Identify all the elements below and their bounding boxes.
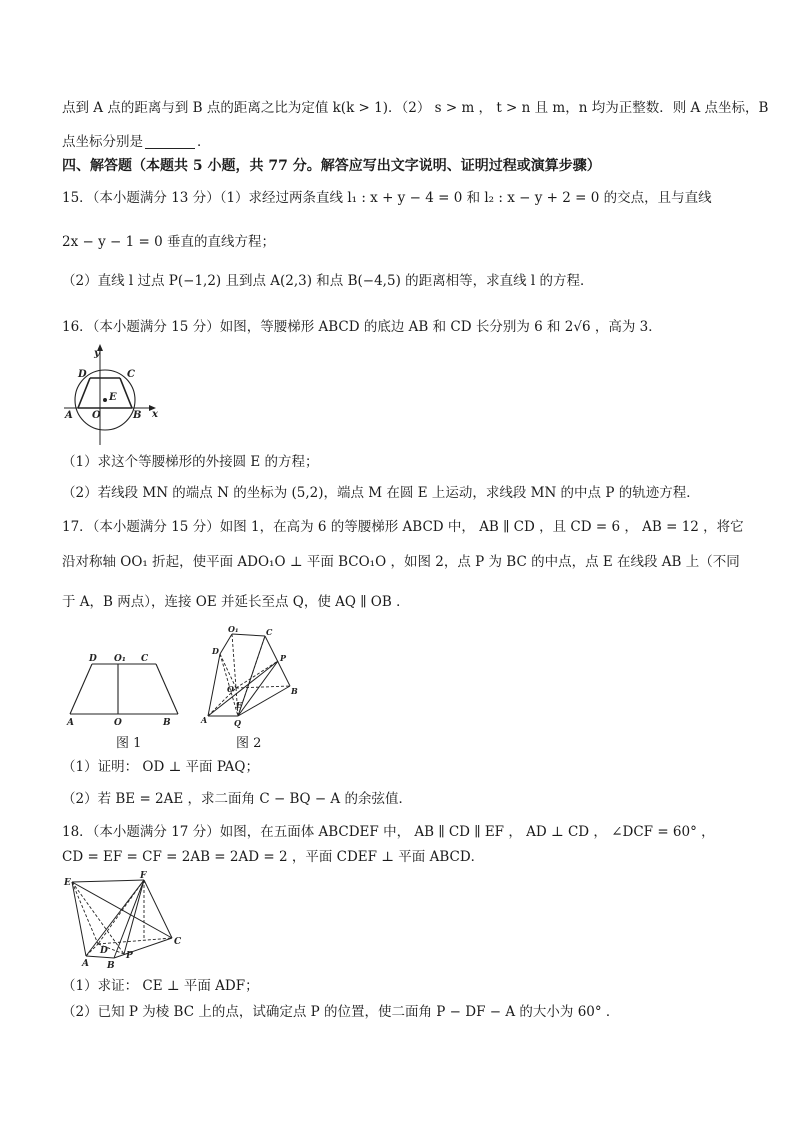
q17-line-2: 沿对称轴 OO₁ 折起，使平面 ADO₁O ⊥ 平面 BCO₁O ，如图 2，点 P 为 BC 的中点，点 E 在线段 AB 上（不同 [62,554,740,570]
fig16-label-y: y [94,348,100,359]
q17-line-5: （2）若 BE = 2AE ，求二面角 C − BQ − A 的余弦值． [62,791,412,807]
text-line-2 [62,132,211,152]
fig17-2-caption: 图 2 [236,736,262,751]
fig17-1-label-A: A [67,718,74,728]
fig17-2-label-D: D [212,646,219,656]
fig17-2-label-E: E [236,700,243,710]
fig18-label-A: A [82,959,89,969]
q17-line-3: 于 A，B 两点），连接 OE 并延长至点 Q，使 AQ ∥ OB ． [62,594,410,610]
fig16-label-E: E [109,392,117,403]
fig17-1-label-O: O [114,718,122,728]
answer-blank[interactable] [145,134,195,149]
fig17-1-label-B: B [163,718,171,728]
fig16-label-x: x [152,409,158,420]
fig18-diagram [60,870,190,974]
fig18-label-P: P [126,951,133,961]
q18-line-2: CD = EF = CF = 2AB = 2AD = 2 ，平面 CDEF ⊥ 平面 ABCD． [62,849,485,865]
answer-prefix: 点坐标分别是 [62,134,143,150]
fig18-label-C: C [174,937,182,947]
fig16-label-C: C [127,369,135,380]
fig17-2-label-B: B [291,686,298,696]
q15-line-3: （2）直线 l 过点 P(−1,2) 且到点 A(2,3) 和点 B(−4,5) 的距离相等，求直线 l 的方程． [62,273,594,289]
q18-line-1: 18．（本小题满分 17 分）如图，在五面体 ABCDEF 中， AB ∥ CD ∥ EF ， AD ⊥ CD ， ∠DCF = 60° ， [62,824,715,840]
q16-line-1: 16．（本小题满分 15 分）如图，等腰梯形 ABCD 的底边 AB 和 CD 长分别为 6 和 2√6 ，高为 3． [62,319,662,335]
q15-line-1: 15．（本小题满分 13 分）（1）求经过两条直线 l₁ : x + y − 4 = 0 和 l₂ : x − y + 2 = 0 的交点，且与直线 [62,190,712,206]
fig17-2-label-A: A [201,715,208,725]
fig17-2-diagram [200,624,310,736]
fig17-1-caption: 图 1 [116,736,142,751]
fig17-2-label-P: P [280,653,287,663]
fig17-2-label-Q: Q [234,718,241,728]
fig17-1-label-O1: O₁ [114,654,126,664]
fig16-label-D: D [78,369,87,380]
q16-line-3: （2）若线段 MN 的端点 N 的坐标为 (5,2)，端点 M 在圆 E 上运动，求线段 MN 的中点 P 的轨迹方程． [62,485,700,501]
fig18-label-E: E [64,878,71,888]
fig18-label-D: D [100,946,108,956]
q18-line-3: （1）求证： CE ⊥ 平面 ADF； [62,978,259,994]
fig17-1-diagram [60,648,190,732]
answer-suffix: ． [197,134,211,150]
fig17-1-label-C: C [141,654,149,664]
q18-line-4: （2）已知 P 为棱 BC 上的点，试确定点 P 的位置，使二面角 P − DF − A 的大小为 60° ． [62,1004,620,1020]
fig16-label-O: O [92,410,101,421]
fig17-1-label-D: D [89,654,97,664]
q17-line-4: （1）证明： OD ⊥ 平面 PAQ； [62,759,260,775]
fig17-2-label-O1: O₁ [228,624,239,634]
fig17-2-label-C: C [266,627,273,637]
q15-line-2: 2x − y − 1 = 0 垂直的直线方程； [62,234,275,250]
fig16-diagram [60,340,170,459]
fig18-label-B: B [107,961,115,970]
fig16-label-B: B [133,410,142,421]
q16-line-2: （1）求这个等腰梯形的外接圆 E 的方程； [62,454,319,470]
q17-line-1: 17．（本小题满分 15 分）如图 1，在高为 6 的等腰梯形 ABCD 中， AB ∥ CD ，且 CD = 6 ， AB = 12 ，将它 [62,519,744,535]
fig16-label-A: A [65,410,73,421]
fig17-2-label-O: O [227,684,234,694]
fig18-label-F: F [140,871,147,881]
section-heading: 四、解答题（本题共 5 小题，共 77 分。解答应写出文字说明、证明过程或演算步骤） [62,158,601,174]
text-line-1: 点到 A 点的距离与到 B 点的距离之比为定值 k(k > 1)．（2） s > m ， t > n 且 m，n 均为正整数．则 A 点坐标，B [62,100,769,116]
